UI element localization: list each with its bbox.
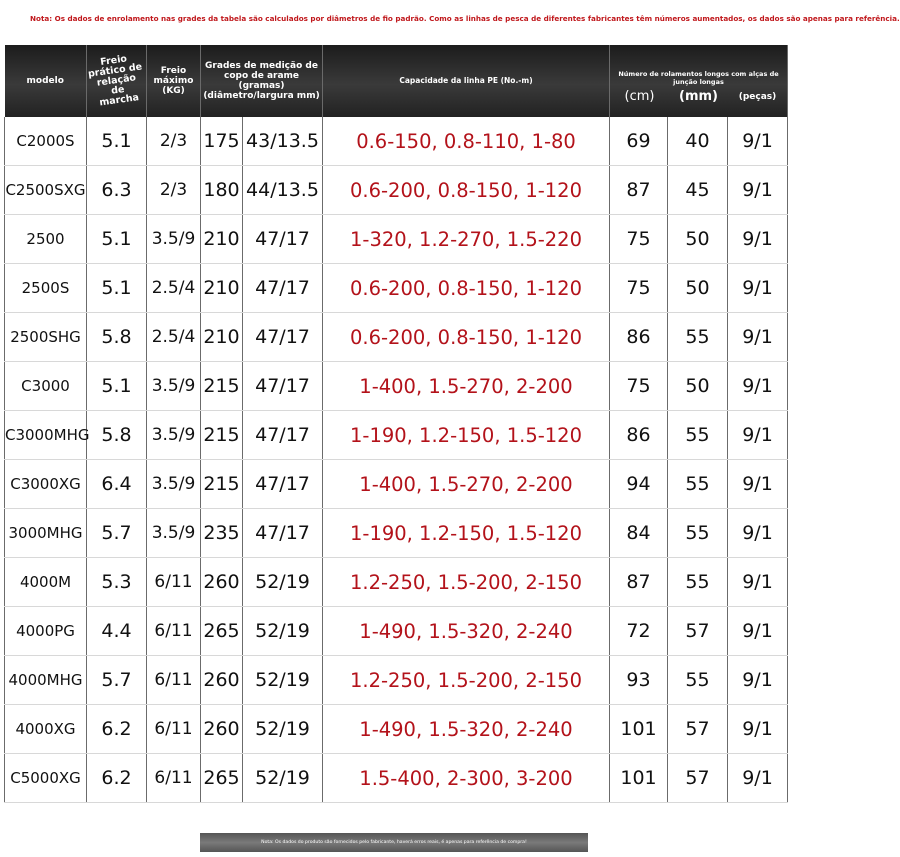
cell-pe-capacity: 1.2-250, 1.5-200, 2-150 <box>323 558 610 607</box>
cell-max-drag: 6/11 <box>147 558 201 607</box>
cell-max-drag: 3.5/9 <box>147 411 201 460</box>
cell-weight: 210 <box>201 215 243 264</box>
bottom-note: Nota: Os dados do produto são fornecidos pelo fabricante, haverá erros reais, é apenas para referência de compra! <box>200 833 588 852</box>
cell-bearings: 9/1 <box>728 411 788 460</box>
cell-length-cm: 75 <box>610 264 668 313</box>
cell-dimensions: 47/17 <box>243 215 323 264</box>
cell-pe-capacity: 0.6-150, 0.8-110, 1-80 <box>323 117 610 166</box>
cell-pe-capacity: 1-400, 1.5-270, 2-200 <box>323 362 610 411</box>
cell-model: 2500S <box>5 264 87 313</box>
cell-max-drag: 3.5/9 <box>147 509 201 558</box>
cell-max-drag: 6/11 <box>147 656 201 705</box>
header-line-grades: Grades de medição de copo de arame (gramas) (diâmetro/largura mm) <box>201 45 323 117</box>
cell-length-cm: 94 <box>610 460 668 509</box>
cell-weight: 210 <box>201 313 243 362</box>
cell-gear-ratio: 6.3 <box>87 166 147 215</box>
cell-max-drag: 3.5/9 <box>147 215 201 264</box>
cell-bearings: 9/1 <box>728 362 788 411</box>
cell-bearings: 9/1 <box>728 656 788 705</box>
unit-cm: (cm) <box>624 89 655 104</box>
cell-bearings: 9/1 <box>728 264 788 313</box>
cell-dimensions: 47/17 <box>243 411 323 460</box>
cell-length-cm: 75 <box>610 215 668 264</box>
cell-weight: 215 <box>201 460 243 509</box>
unit-mm: (mm) <box>679 89 718 104</box>
cell-length-cm: 86 <box>610 411 668 460</box>
cell-gear-ratio: 5.1 <box>87 362 147 411</box>
cell-length-cm: 87 <box>610 166 668 215</box>
cell-model: C2500SXG <box>5 166 87 215</box>
cell-gear-ratio: 5.1 <box>87 117 147 166</box>
cell-max-drag: 2.5/4 <box>147 264 201 313</box>
cell-weight: 215 <box>201 362 243 411</box>
cell-dimensions: 47/17 <box>243 362 323 411</box>
cell-length-mm: 55 <box>668 411 728 460</box>
header-max-drag: Freio máximo (KG) <box>147 45 201 117</box>
header-pe-capacity: Capacidade da linha PE (No.-m) <box>323 45 610 117</box>
cell-model: 2500SHG <box>5 313 87 362</box>
header-row <box>5 45 788 117</box>
cell-length-mm: 57 <box>668 754 728 803</box>
cell-length-mm: 55 <box>668 313 728 362</box>
header-bearings <box>610 45 788 117</box>
table-row <box>5 754 788 803</box>
cell-dimensions: 47/17 <box>243 264 323 313</box>
cell-weight: 210 <box>201 264 243 313</box>
cell-max-drag: 6/11 <box>147 754 201 803</box>
cell-bearings: 9/1 <box>728 558 788 607</box>
header-model: modelo <box>5 45 87 117</box>
cell-dimensions: 43/13.5 <box>243 117 323 166</box>
cell-pe-capacity: 1.5-400, 2-300, 3-200 <box>323 754 610 803</box>
cell-weight: 260 <box>201 558 243 607</box>
header-gear-ratio <box>87 45 147 117</box>
cell-gear-ratio: 5.7 <box>87 509 147 558</box>
cell-bearings: 9/1 <box>728 509 788 558</box>
cell-weight: 180 <box>201 166 243 215</box>
cell-model: C5000XG <box>5 754 87 803</box>
cell-model: 2500 <box>5 215 87 264</box>
table-row <box>5 117 788 166</box>
cell-length-cm: 87 <box>610 558 668 607</box>
cell-dimensions: 52/19 <box>243 705 323 754</box>
cell-pe-capacity: 1.2-250, 1.5-200, 2-150 <box>323 656 610 705</box>
cell-dimensions: 52/19 <box>243 754 323 803</box>
cell-gear-ratio: 5.8 <box>87 411 147 460</box>
table-row <box>5 607 788 656</box>
table-row <box>5 215 788 264</box>
cell-dimensions: 44/13.5 <box>243 166 323 215</box>
header-bearings-title: Número de rolamentos longos com alças de junção longas <box>618 70 779 86</box>
cell-model: C3000 <box>5 362 87 411</box>
cell-pe-capacity: 0.6-200, 0.8-150, 1-120 <box>323 313 610 362</box>
cell-length-cm: 84 <box>610 509 668 558</box>
table-row <box>5 362 788 411</box>
cell-length-mm: 50 <box>668 215 728 264</box>
cell-gear-ratio: 4.4 <box>87 607 147 656</box>
table-row <box>5 558 788 607</box>
spec-table <box>4 45 788 803</box>
cell-pe-capacity: 1-190, 1.2-150, 1.5-120 <box>323 509 610 558</box>
cell-length-cm: 69 <box>610 117 668 166</box>
cell-length-mm: 55 <box>668 509 728 558</box>
cell-pe-capacity: 0.6-200, 0.8-150, 1-120 <box>323 166 610 215</box>
cell-model: 4000XG <box>5 705 87 754</box>
cell-length-mm: 50 <box>668 362 728 411</box>
cell-weight: 260 <box>201 705 243 754</box>
cell-model: 3000MHG <box>5 509 87 558</box>
cell-length-mm: 45 <box>668 166 728 215</box>
table-row <box>5 264 788 313</box>
cell-bearings: 9/1 <box>728 166 788 215</box>
cell-bearings: 9/1 <box>728 460 788 509</box>
cell-model: C3000MHG <box>5 411 87 460</box>
cell-pe-capacity: 1-490, 1.5-320, 2-240 <box>323 705 610 754</box>
cell-model: 4000MHG <box>5 656 87 705</box>
cell-weight: 265 <box>201 607 243 656</box>
unit-pcs: (peças) <box>738 92 777 102</box>
table-row <box>5 166 788 215</box>
cell-max-drag: 2/3 <box>147 166 201 215</box>
table-row <box>5 460 788 509</box>
cell-model: 4000M <box>5 558 87 607</box>
cell-dimensions: 47/17 <box>243 509 323 558</box>
cell-gear-ratio: 5.1 <box>87 215 147 264</box>
cell-max-drag: 2/3 <box>147 117 201 166</box>
cell-gear-ratio: 5.8 <box>87 313 147 362</box>
cell-gear-ratio: 5.7 <box>87 656 147 705</box>
cell-dimensions: 52/19 <box>243 656 323 705</box>
table-row <box>5 656 788 705</box>
cell-bearings: 9/1 <box>728 607 788 656</box>
table-row <box>5 509 788 558</box>
header-gear-ratio-label: Freio prático de relação de marcha <box>87 53 143 109</box>
cell-weight: 265 <box>201 754 243 803</box>
cell-model: C3000XG <box>5 460 87 509</box>
top-note: Nota: Os dados de enrolamento nas grades da tabela são calculados por diâmetros de fio padrão. Como as linhas de pesca de diferentes fabricantes têm números aumentados, os dados são apenas para referência. <box>30 6 770 32</box>
cell-max-drag: 2.5/4 <box>147 313 201 362</box>
cell-length-mm: 55 <box>668 656 728 705</box>
cell-dimensions: 47/17 <box>243 313 323 362</box>
cell-length-mm: 57 <box>668 607 728 656</box>
cell-bearings: 9/1 <box>728 117 788 166</box>
cell-max-drag: 6/11 <box>147 607 201 656</box>
cell-length-cm: 72 <box>610 607 668 656</box>
cell-length-cm: 93 <box>610 656 668 705</box>
cell-pe-capacity: 1-400, 1.5-270, 2-200 <box>323 460 610 509</box>
cell-max-drag: 3.5/9 <box>147 460 201 509</box>
table-row <box>5 411 788 460</box>
cell-weight: 175 <box>201 117 243 166</box>
cell-gear-ratio: 5.3 <box>87 558 147 607</box>
cell-length-cm: 101 <box>610 705 668 754</box>
spec-body <box>5 117 788 803</box>
cell-pe-capacity: 1-320, 1.2-270, 1.5-220 <box>323 215 610 264</box>
table-row <box>5 313 788 362</box>
cell-model: C2000S <box>5 117 87 166</box>
cell-weight: 215 <box>201 411 243 460</box>
cell-length-mm: 50 <box>668 264 728 313</box>
cell-length-cm: 86 <box>610 313 668 362</box>
cell-length-mm: 40 <box>668 117 728 166</box>
cell-gear-ratio: 6.2 <box>87 754 147 803</box>
table-row <box>5 705 788 754</box>
cell-pe-capacity: 1-190, 1.2-150, 1.5-120 <box>323 411 610 460</box>
cell-gear-ratio: 6.2 <box>87 705 147 754</box>
cell-model: 4000PG <box>5 607 87 656</box>
cell-gear-ratio: 6.4 <box>87 460 147 509</box>
cell-max-drag: 3.5/9 <box>147 362 201 411</box>
cell-length-mm: 55 <box>668 460 728 509</box>
cell-gear-ratio: 5.1 <box>87 264 147 313</box>
cell-bearings: 9/1 <box>728 215 788 264</box>
cell-length-mm: 55 <box>668 558 728 607</box>
cell-bearings: 9/1 <box>728 313 788 362</box>
header-units <box>610 89 787 104</box>
cell-bearings: 9/1 <box>728 754 788 803</box>
cell-dimensions: 52/19 <box>243 607 323 656</box>
cell-pe-capacity: 1-490, 1.5-320, 2-240 <box>323 607 610 656</box>
cell-weight: 235 <box>201 509 243 558</box>
cell-bearings: 9/1 <box>728 705 788 754</box>
cell-dimensions: 52/19 <box>243 558 323 607</box>
cell-max-drag: 6/11 <box>147 705 201 754</box>
cell-length-cm: 101 <box>610 754 668 803</box>
cell-weight: 260 <box>201 656 243 705</box>
cell-dimensions: 47/17 <box>243 460 323 509</box>
cell-pe-capacity: 0.6-200, 0.8-150, 1-120 <box>323 264 610 313</box>
cell-length-cm: 75 <box>610 362 668 411</box>
cell-length-mm: 57 <box>668 705 728 754</box>
